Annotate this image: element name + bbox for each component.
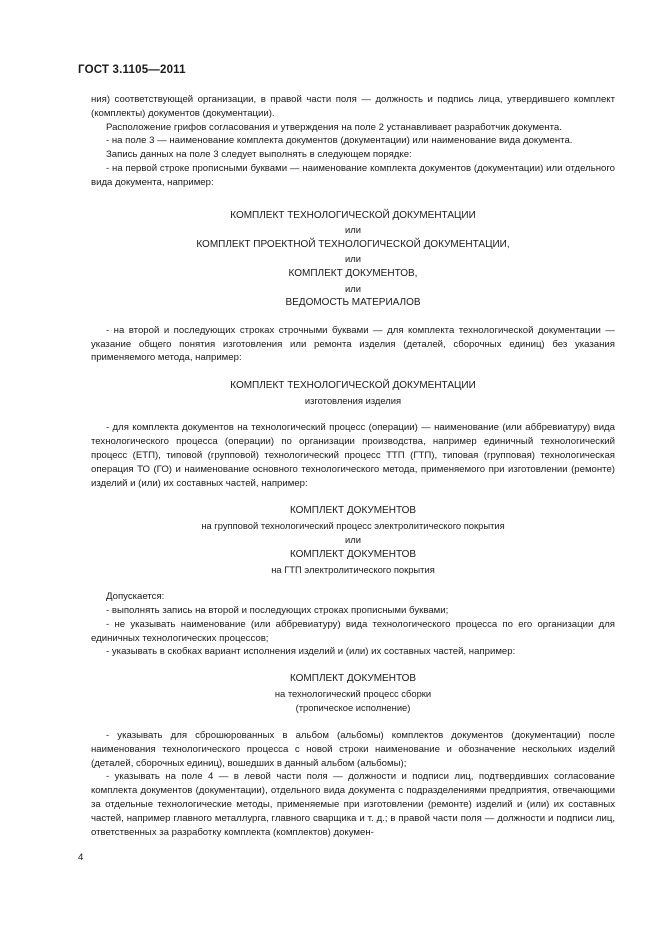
paragraph: - на первой строке прописными буквами — наименование комплекта документов (документации) или отдельного вида документа, например: — [91, 162, 615, 188]
example-line: или — [345, 282, 361, 294]
paragraph: - на второй и последующих строках строчными буквами — для комплекта технологической документации — указание общего понятия изготовления или ремонта изделия (деталей, сборочных единиц) без указания применяемого метода, например: — [91, 324, 615, 364]
example-line: на ГТП электролитического покрытия — [271, 563, 435, 575]
document-body — [91, 93, 615, 839]
paragraph: - выполнять запись на второй и последующих строках прописными буквами; — [106, 605, 449, 617]
paragraph: Допускается: — [106, 591, 165, 603]
paragraph: - указывать в скобках вариант исполнения изделий и (или) их составных частей, например: — [106, 646, 516, 658]
example-line: на групповой технологический процесс электролитического покрытия — [201, 519, 505, 531]
paragraph: ния) соответствующей организации, в правой части поля — должность и подпись лица, утвердившего комплект (комплекты) документов (документации). — [91, 94, 615, 119]
example-block-1 — [91, 209, 615, 311]
example-line: КОМПЛЕКТ ДОКУМЕНТОВ, — [288, 267, 418, 279]
paragraph: Расположение грифов согласования и утверждения на поле 2 устанавливает разработчик документа. — [106, 121, 562, 133]
example-line: на технологический процесс сборки — [274, 687, 432, 699]
example-block-2 — [91, 379, 615, 408]
example-line: ВЕДОМОСТЬ МАТЕРИАЛОВ — [285, 297, 421, 309]
example-line: КОМПЛЕКТ ТЕХНОЛОГИЧЕСКОЙ ДОКУМЕНТАЦИИ — [230, 209, 476, 221]
paragraph: - на поле 3 — наименование комплекта документов (документации) или наименование вида документа. — [106, 135, 573, 147]
page-number: 4 — [78, 852, 84, 863]
paragraph: - для комплекта документов на технологический процесс (операции) — наименование (или аббревиатуру) вида технологического процесса (операции) по организации производства, например единичный технологический процесс (ЕТП), типовой (групповой) технологический процесс ТТП (ГТП), типовая (групповая) технологическая операция ТО (ГО) и наименование основного технологического метода, применяемого при изготовлении (ремонте) изделий и (или) их составных частей, например: — [91, 422, 615, 489]
example-line: КОМПЛЕКТ ДОКУМЕНТОВ — [289, 673, 417, 685]
example-line: или — [345, 224, 361, 236]
example-block-3 — [91, 504, 615, 577]
example-block-4 — [91, 672, 615, 716]
example-line: или — [345, 534, 361, 546]
paragraph: Запись данных на поле 3 следует выполнять в следующем порядке: — [106, 149, 412, 161]
paragraph: - указывать для сброшюрованных в альбом (альбомы) комплектов документов (документации) после наименования технологического процесса с новой строки наименование и обозначение нескольких изделий (деталей, сборочных единиц), вошедших в данный альбом (альбомы); — [91, 730, 615, 769]
example-line: КОМПЛЕКТ ТЕХНОЛОГИЧЕСКОЙ ДОКУМЕНТАЦИИ — [230, 380, 476, 392]
example-line: КОМПЛЕКТ ПРОЕКТНОЙ ТЕХНОЛОГИЧЕСКОЙ ДОКУМЕНТАЦИИ, — [196, 238, 510, 250]
example-line: или — [345, 253, 361, 265]
paragraph: - не указывать наименование (или аббревиатуру) вида технологического процесса по его организации для единичных технологических процессов; — [91, 618, 615, 644]
example-line: (тропическое исполнение) — [295, 702, 411, 714]
paragraph: - указывать на поле 4 — в левой части поля — должности и подписи лиц, подтвердивших согласование комплекта документов (документации), отдельного вида документа с подразделениями предприятия, отвечающими за отдельные технологические методы, применяемые при изготовлении (ремонте) изделий и (или) их составных частей, например главного металлурга, главного сварщика и т. д.; в правой части поля — должности и подписи лиц, ответственных за разработку комплекта (комплектов) докумен- — [91, 771, 615, 838]
example-line: изготовления изделия — [304, 394, 402, 406]
example-line: КОМПЛЕКТ ДОКУМЕНТОВ — [289, 549, 417, 561]
document-header: ГОСТ 3.1105—2011 — [78, 64, 186, 76]
example-line: КОМПЛЕКТ ДОКУМЕНТОВ — [289, 505, 417, 517]
